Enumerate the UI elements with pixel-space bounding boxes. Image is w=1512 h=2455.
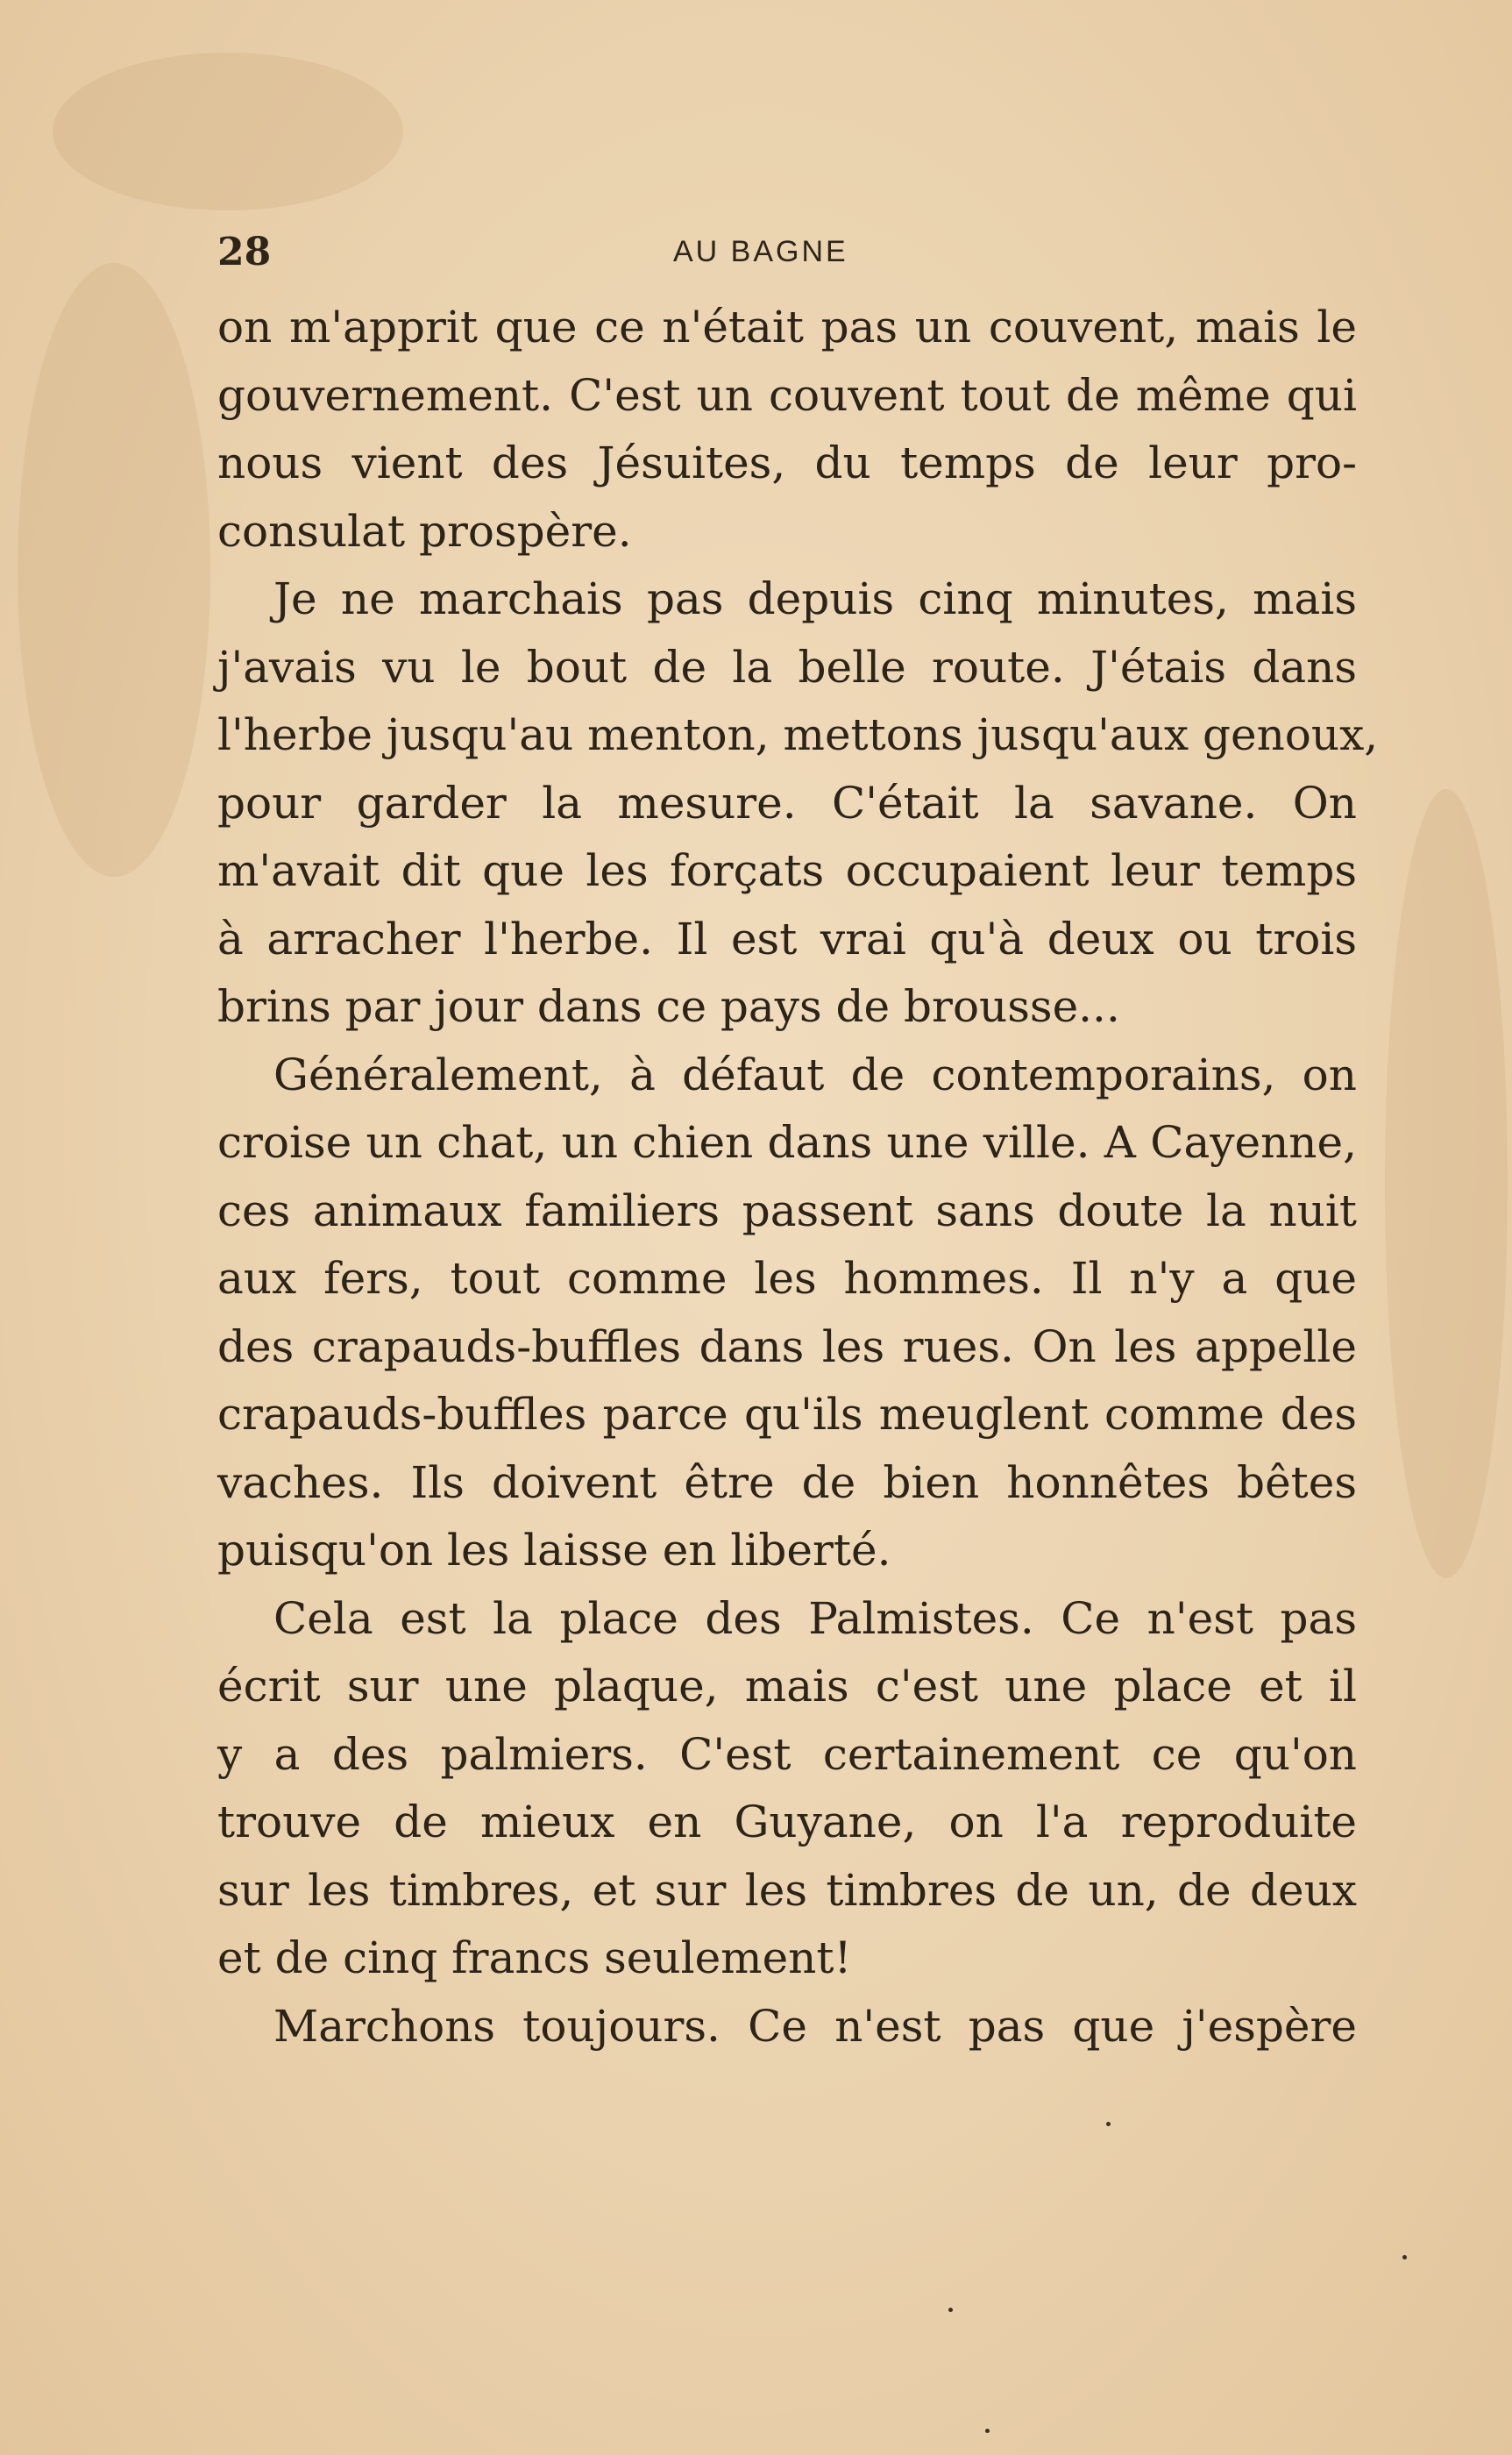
text-line: Cela est la place des Palmistes. Ce n'est pas xyxy=(273,1592,1357,1644)
paper-stain xyxy=(1385,789,1508,1578)
text-line: j'avais vu le bout de la belle route. J'étais dans xyxy=(217,641,1357,693)
text-line: crapauds-buffles parce qu'ils meuglent comme des xyxy=(217,1389,1357,1440)
text-line: aux fers, tout comme les hommes. Il n'y a que xyxy=(217,1253,1357,1304)
running-head: AU BAGNE xyxy=(673,235,848,268)
text-line: m'avait dit que les forçats occupaient leur temps xyxy=(217,845,1357,896)
paper-speck xyxy=(948,2308,953,2312)
text-line: à arracher l'herbe. Il est vrai qu'à deux ou trois xyxy=(217,913,1357,964)
text-line: Généralement, à défaut de contemporains, on xyxy=(273,1049,1357,1100)
paper-speck xyxy=(1402,2255,1407,2259)
text-line: ces animaux familiers passent sans doute la nuit xyxy=(217,1185,1357,1236)
text-line: des crapauds-buffles dans les rues. On les appelle xyxy=(217,1320,1357,1372)
text-line: pour garder la mesure. C'était la savane. On xyxy=(217,777,1357,829)
text-line: croise un chat, un chien dans une ville. A Cayenne, xyxy=(217,1117,1357,1168)
text-line: l'herbe jusqu'au menton, mettons jusqu'aux genoux, xyxy=(217,709,1379,760)
text-line: consulat prospère. xyxy=(217,505,632,557)
text-line: brins par jour dans ce pays de brousse... xyxy=(217,981,1120,1032)
text-line: on m'apprit que ce n'était pas un couvent, mais le xyxy=(217,302,1357,352)
paper-stain xyxy=(18,263,210,877)
text-line: puisqu'on les laisse en liberté. xyxy=(217,1525,891,1576)
paper-speck xyxy=(985,2429,990,2433)
text-line: trouve de mieux en Guyane, on l'a reproduite xyxy=(217,1797,1357,1847)
text-line: Marchons toujours. Ce n'est pas que j'espère xyxy=(273,2000,1357,2052)
text-line: sur les timbres, et sur les timbres de un, de deux xyxy=(217,1864,1357,1916)
text-line: nous vient des Jésuites, du temps de leur pro- xyxy=(217,438,1357,488)
paper-speck xyxy=(1106,2122,1111,2126)
text-line: vaches. Ils doivent être de bien honnêtes bêtes xyxy=(217,1456,1357,1508)
page-header xyxy=(217,230,1357,274)
text-line: gouvernement. C'est un couvent tout de même qui xyxy=(217,369,1357,421)
text-line: et de cinq francs seulement! xyxy=(217,1932,852,1983)
text-line: Je ne marchais pas depuis cinq minutes, mais xyxy=(273,573,1357,624)
paper-stain xyxy=(53,53,403,210)
text-line: y a des palmiers. C'est certainement ce qu'on xyxy=(217,1728,1357,1780)
page-number: 28 xyxy=(217,230,272,274)
body-text xyxy=(217,294,1379,2060)
text-line: écrit sur une plaque, mais c'est une place et il xyxy=(217,1661,1357,1711)
